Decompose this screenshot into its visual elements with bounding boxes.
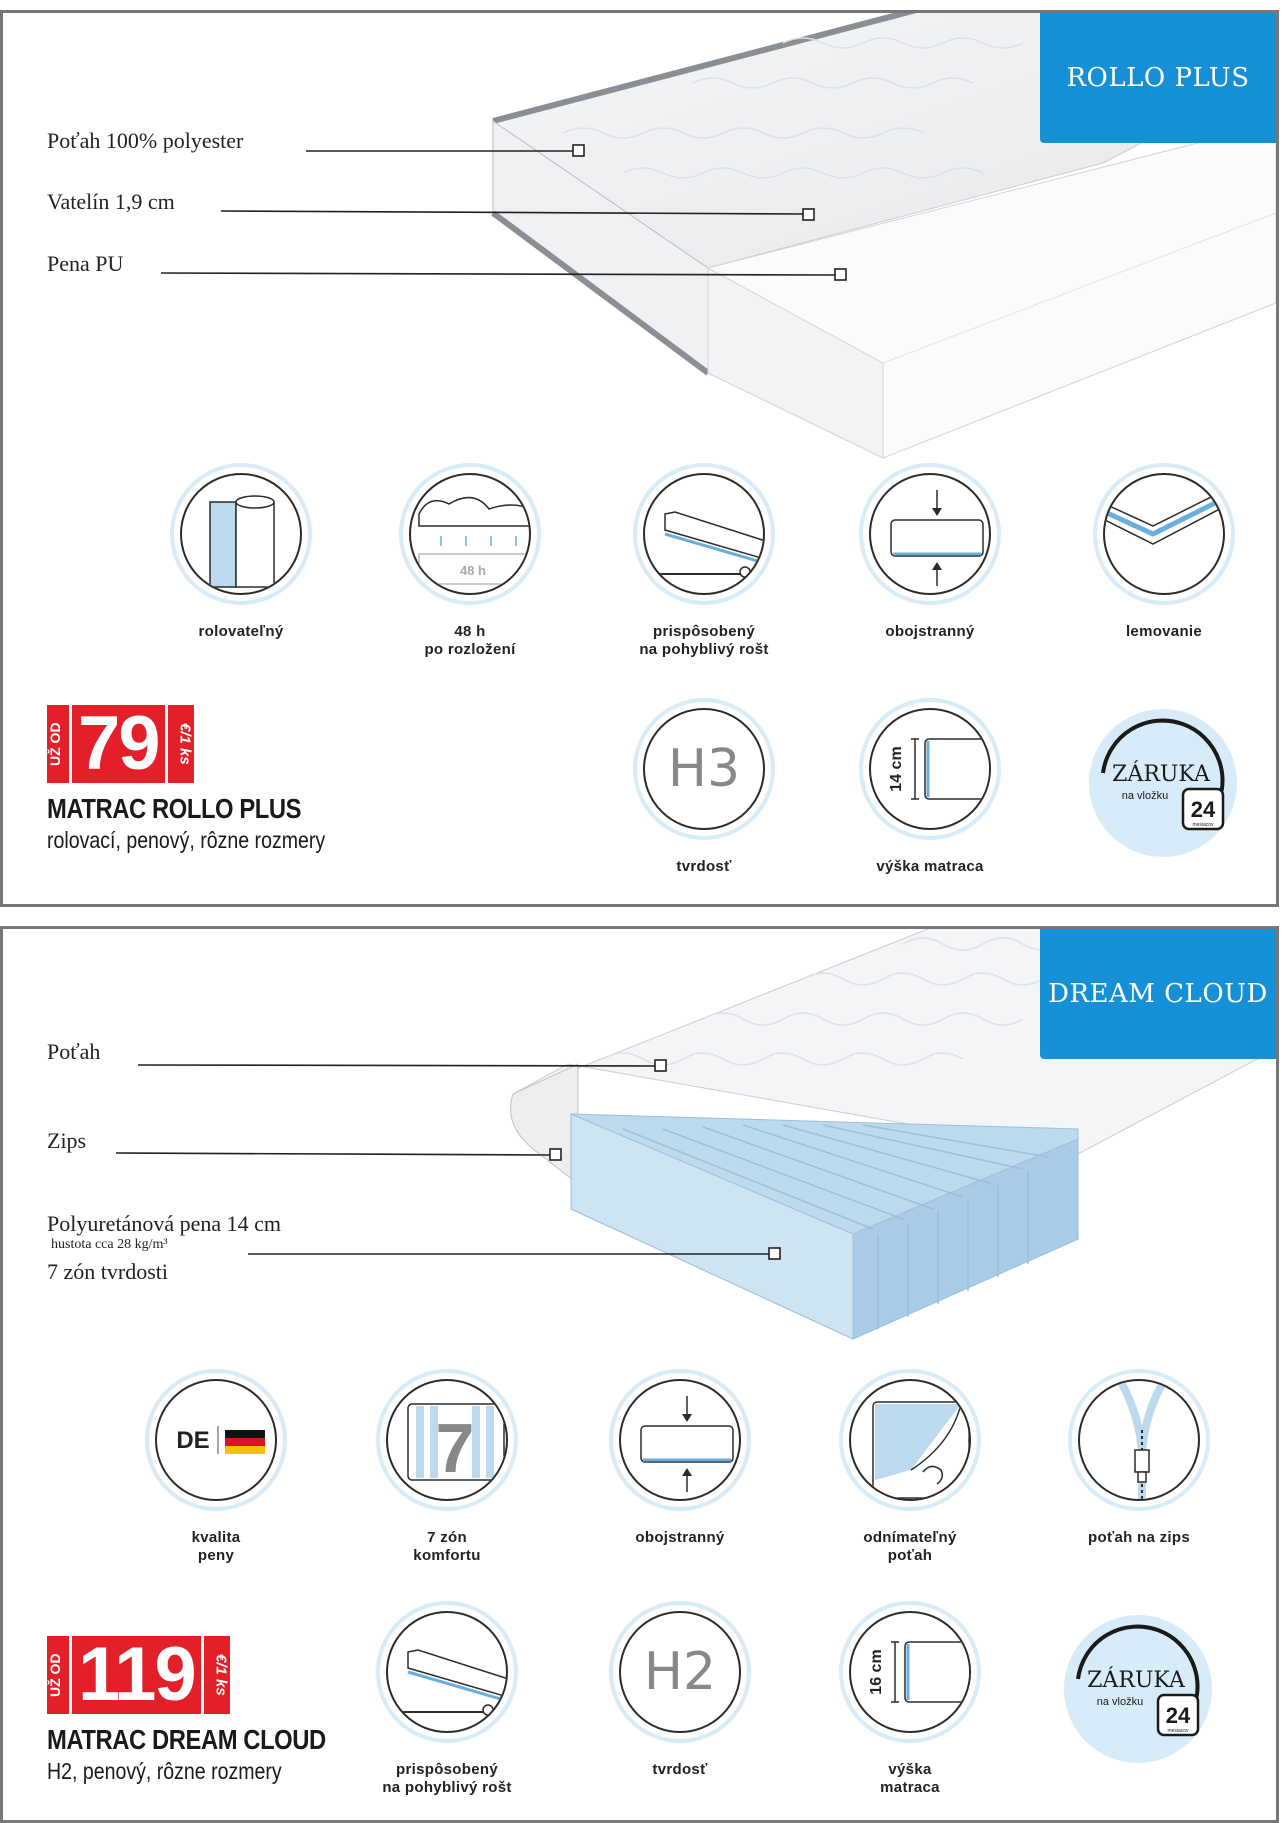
feature-label: tvrdosť	[676, 858, 732, 875]
callout-cover: Poťah 100% polyester	[47, 128, 244, 153]
price-prefix: UŽ OD	[47, 1636, 69, 1714]
product-title: MATRAC ROLLO PLUS	[47, 793, 302, 824]
adjustable-base-icon	[388, 1612, 506, 1732]
feature-two-sided	[855, 463, 1005, 641]
zones-count: 7	[435, 1409, 475, 1487]
feature-label: odnímateľný poťah	[863, 1529, 957, 1564]
feature-adjustable-base	[372, 1601, 522, 1797]
country-code: DE	[176, 1427, 210, 1454]
feature-label: lemovanie	[1125, 623, 1203, 640]
price-unit: €/1 ks	[204, 1636, 230, 1714]
height-value: 14 cm	[888, 746, 905, 792]
feature-label: prispôsobený na pohyblivý rošt	[382, 1761, 512, 1796]
warranty-badge	[1083, 703, 1243, 863]
feature-label: poťah na zips	[1088, 1529, 1190, 1546]
product-title: MATRAC DREAM CLOUD	[47, 1724, 326, 1755]
product-panel-dream-cloud	[0, 926, 1279, 1823]
hardness-value: H3	[667, 739, 741, 799]
callout-cover: Poťah	[47, 1039, 101, 1064]
height-icon	[851, 1612, 969, 1732]
feature-height	[855, 698, 1005, 876]
price-block	[47, 701, 374, 854]
callout-zip: Zips	[47, 1128, 87, 1153]
callout-density: hustota cca 28 kg/m³	[51, 1237, 168, 1252]
callout-wadding: Vatelín 1,9 cm	[47, 189, 175, 214]
adjustable-base-icon	[645, 474, 763, 594]
feature-label: obojstranný	[635, 1529, 725, 1546]
brand-label: ROLLO PLUS	[1040, 13, 1276, 143]
feature-zip-cover	[1064, 1369, 1214, 1547]
product-panel-rollo-plus	[0, 10, 1279, 907]
warranty-sub: na vložku	[1096, 1696, 1144, 1708]
feature-removable-cover	[835, 1369, 985, 1565]
warranty-title: ZÁRUKA	[1087, 1668, 1185, 1693]
expand-48h-icon	[411, 474, 529, 594]
price-block	[47, 1632, 375, 1785]
two-sided-icon	[871, 474, 989, 594]
product-subtitle: rolovací, penový, rôzne rozmery	[47, 827, 326, 853]
germany-flag-icon	[157, 1380, 275, 1500]
feature-label: výška matraca	[876, 858, 984, 875]
removable-cover-icon	[851, 1380, 969, 1500]
warranty-badge	[1058, 1609, 1218, 1769]
callout-pu-foam: Polyuretánová pena 14 cm	[47, 1211, 281, 1236]
warranty-sub: na vložku	[1121, 790, 1169, 802]
feature-7-zones	[372, 1369, 522, 1565]
height-icon	[871, 709, 989, 829]
feature-edging	[1089, 463, 1239, 641]
feature-label: tvrdosť	[652, 1761, 708, 1778]
price-prefix: UŽ OD	[47, 705, 69, 783]
height-value: 16 cm	[868, 1649, 885, 1695]
feature-height	[835, 1601, 985, 1797]
seven-zones-icon	[388, 1380, 506, 1500]
warranty-title: ZÁRUKA	[1112, 762, 1210, 787]
price-value: 119	[72, 1636, 201, 1714]
two-sided-icon	[621, 1380, 739, 1500]
callout-zones: 7 zón tvrdosti	[47, 1259, 168, 1284]
warranty-months: 24	[1165, 1703, 1191, 1728]
feature-adjustable-base	[629, 463, 779, 659]
icon-hours-text: 48 h	[459, 563, 487, 578]
warranty-months: 24	[1190, 797, 1216, 822]
callout-foam: Pena PU	[47, 251, 124, 276]
feature-label: obojstranný	[885, 623, 975, 640]
zipper-icon	[1080, 1380, 1198, 1500]
feature-foam-quality	[141, 1369, 291, 1565]
price-unit: €/1 ks	[168, 705, 194, 783]
warranty-months-label: mesiacov	[1192, 822, 1214, 828]
feature-label: výška matraca	[880, 1761, 940, 1796]
feature-label: 7 zón komfortu	[413, 1529, 481, 1564]
feature-label: kvalita peny	[191, 1529, 241, 1564]
product-subtitle: H2, penový, rôzne rozmery	[47, 1758, 282, 1784]
roll-icon	[182, 474, 300, 594]
feature-label: rolovateľný	[198, 623, 284, 640]
edging-icon	[1105, 474, 1223, 594]
feature-rollable	[166, 463, 316, 641]
feature-label: prispôsobený na pohyblivý rošt	[639, 623, 769, 658]
feature-label: 48 h po rozložení	[424, 623, 516, 658]
feature-two-sided	[605, 1369, 755, 1547]
feature-hardness	[629, 698, 779, 876]
warranty-months-label: mesiacov	[1167, 1728, 1189, 1734]
feature-48h	[395, 463, 545, 659]
price-value: 79	[72, 705, 165, 783]
feature-hardness	[605, 1601, 755, 1779]
hardness-value: H2	[643, 1642, 717, 1702]
brand-label: DREAM CLOUD	[1040, 929, 1276, 1059]
